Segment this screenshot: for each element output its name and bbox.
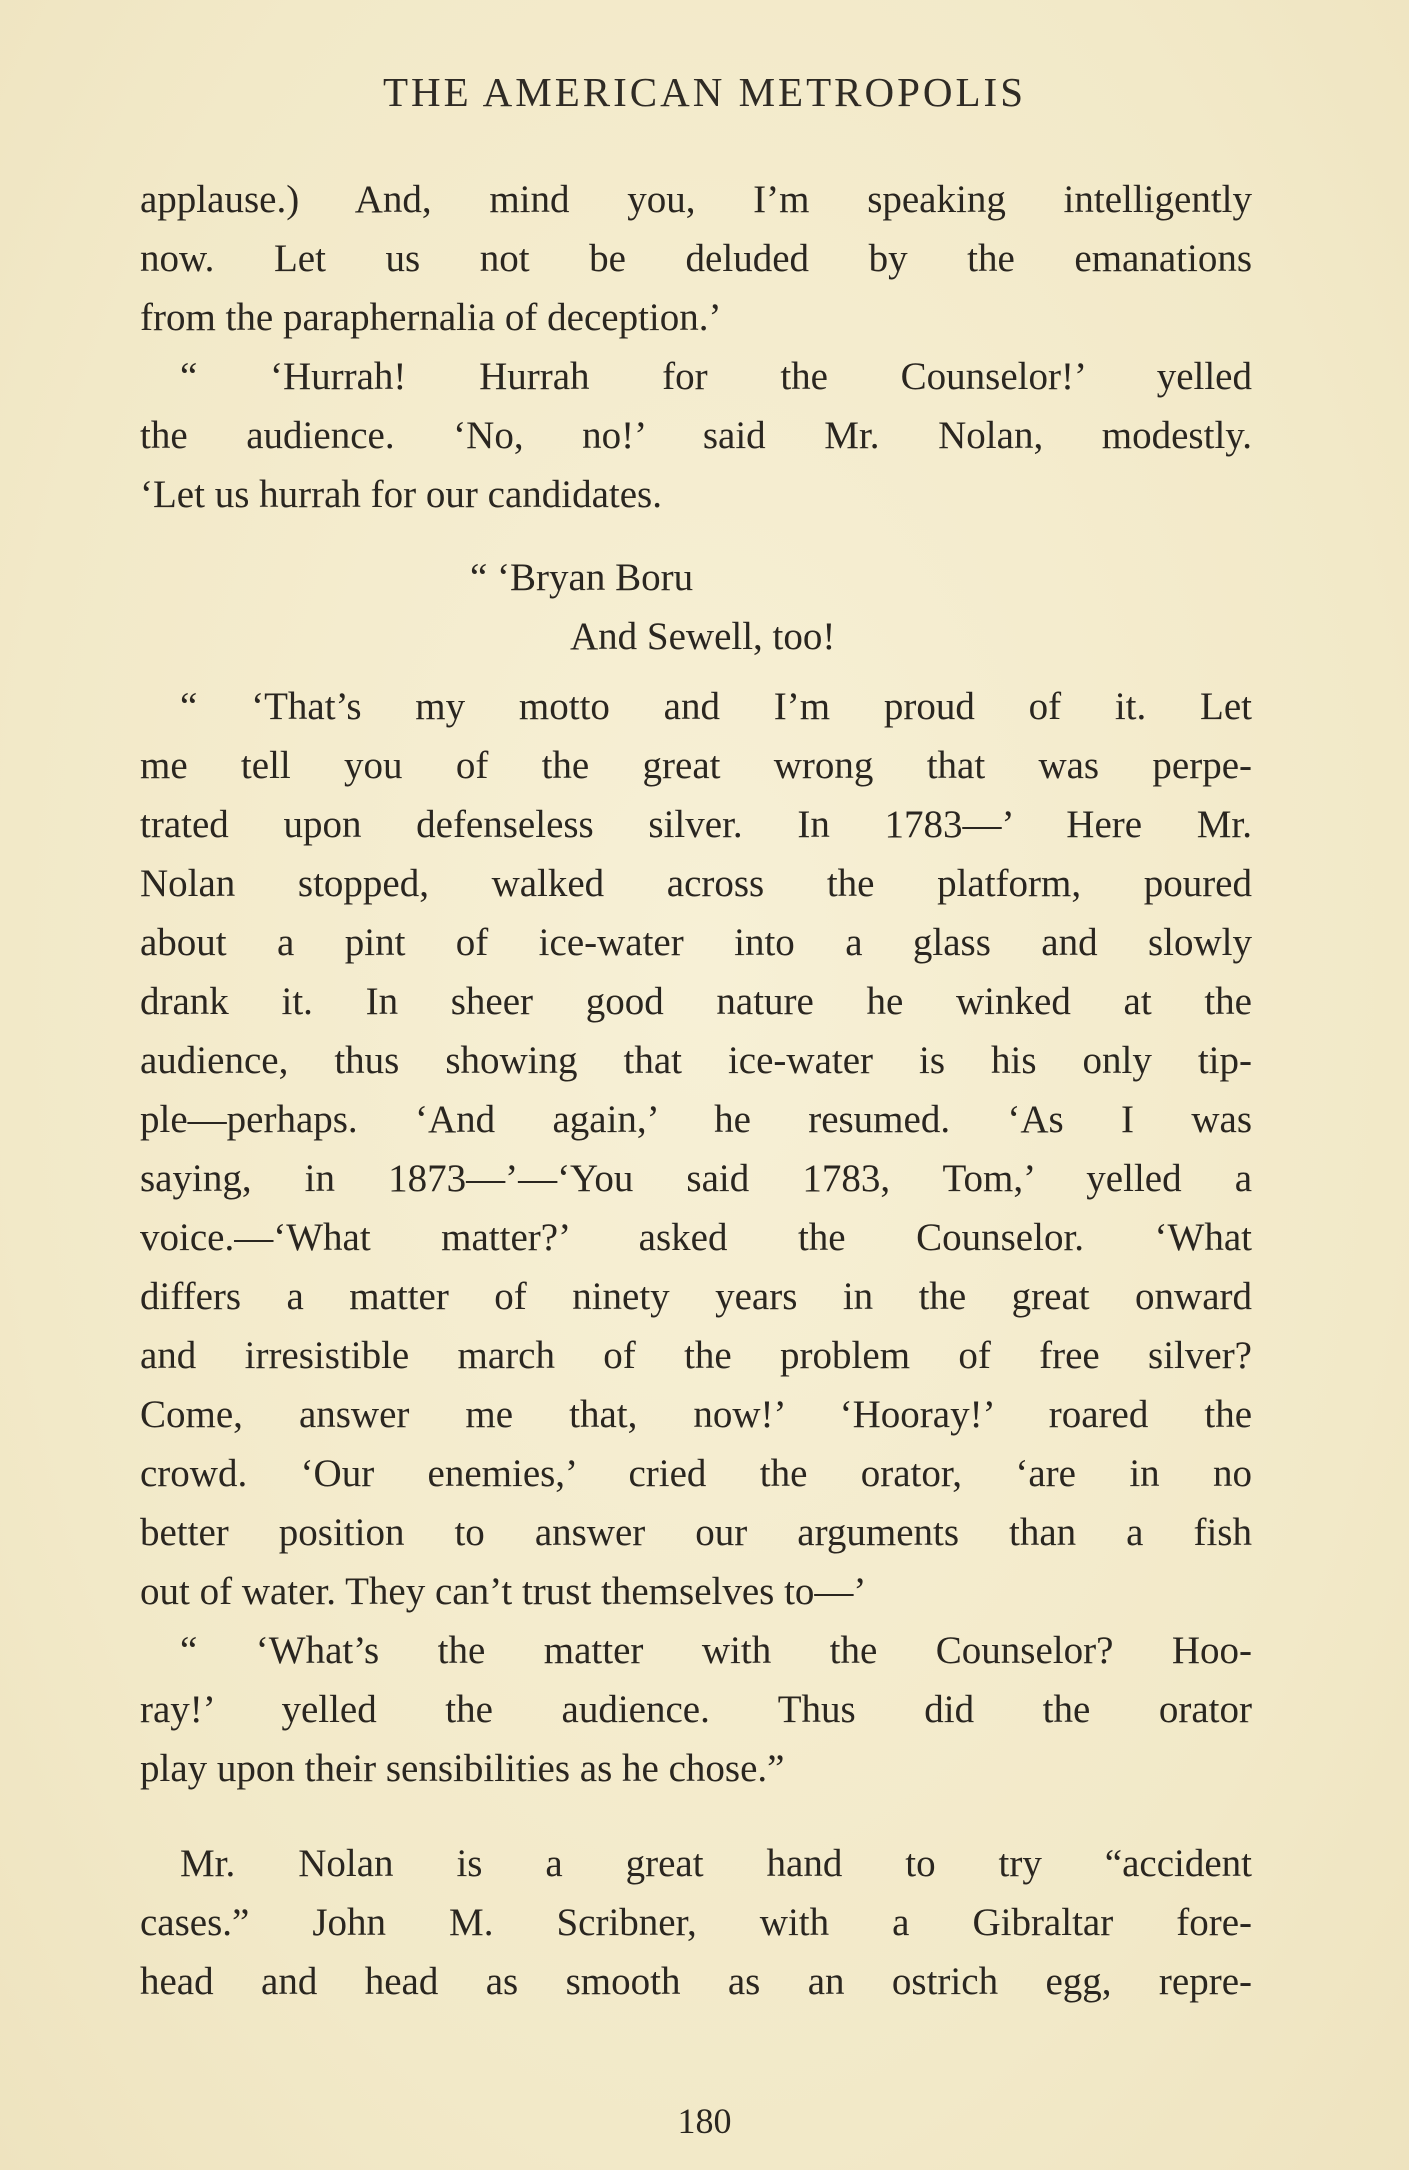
text-line: out of water. They can’t trust themselves to—’	[140, 1570, 867, 1613]
text-line: “ ‘That’s my motto and I’m proud of it. Let	[180, 685, 1252, 728]
text-line: ray!’ yelled the audience. Thus did the orator	[140, 1688, 1252, 1731]
text-line: Nolan stopped, walked across the platform, poured	[140, 862, 1252, 905]
text-line: head and head as smooth as an ostrich egg, repre-	[140, 1960, 1252, 2003]
text-line: Come, answer me that, now!’ ‘Hooray!’ roared the	[140, 1393, 1252, 1436]
text-line: play upon their sensibilities as he chose.”	[140, 1747, 785, 1790]
text-line: cases.” John M. Scribner, with a Gibraltar fore-	[140, 1901, 1252, 1944]
text-line: and irresistible march of the problem of free silver?	[140, 1334, 1252, 1377]
text-line: applause.) And, mind you, I’m speaking intelligently	[140, 178, 1252, 221]
verse-quote	[470, 548, 835, 666]
verse-line: “ ‘Bryan Boru	[470, 556, 694, 599]
text-line: crowd. ‘Our enemies,’ cried the orator, ‘are in no	[140, 1452, 1252, 1495]
text-line: ‘Let us hurrah for our candidates.	[140, 473, 662, 516]
text-line: better position to answer our arguments than a fish	[140, 1511, 1252, 1554]
text-line: “ ‘What’s the matter with the Counselor? Hoo-	[180, 1629, 1252, 1672]
text-line: saying, in 1873—’—‘You said 1783, Tom,’ yelled a	[140, 1157, 1252, 1200]
text-line: me tell you of the great wrong that was perpe-	[140, 744, 1252, 787]
running-title: THE AMERICAN METROPOLIS	[382, 69, 1027, 115]
page-number: 180	[677, 2101, 732, 2141]
text-line: “ ‘Hurrah! Hurrah for the Counselor!’ yelled	[180, 355, 1252, 398]
text-line: the audience. ‘No, no!’ said Mr. Nolan, modestly.	[140, 414, 1252, 457]
verse-line: And Sewell, too!	[570, 615, 836, 658]
text-line: voice.—‘What matter?’ asked the Counselor. ‘What	[140, 1216, 1252, 1259]
paragraph-block-2	[140, 677, 1252, 1798]
text-line: from the paraphernalia of deception.’	[140, 296, 722, 339]
text-line: about a pint of ice-water into a glass and slowly	[140, 921, 1252, 964]
text-line: ple—perhaps. ‘And again,’ he resumed. ‘As I was	[140, 1098, 1252, 1141]
text-line: trated upon defenseless silver. In 1783—’ Here Mr.	[140, 803, 1252, 846]
paragraph-block-3	[140, 1834, 1252, 2011]
text-line: differs a matter of ninety years in the great onward	[140, 1275, 1252, 1318]
paragraph-block-1	[140, 170, 1252, 524]
text-line: drank it. In sheer good nature he winked at the	[140, 980, 1252, 1023]
text-line: now. Let us not be deluded by the emanations	[140, 237, 1252, 280]
text-line: Mr. Nolan is a great hand to try “accident	[180, 1842, 1252, 1885]
text-line: audience, thus showing that ice-water is his only tip-	[140, 1039, 1252, 1082]
